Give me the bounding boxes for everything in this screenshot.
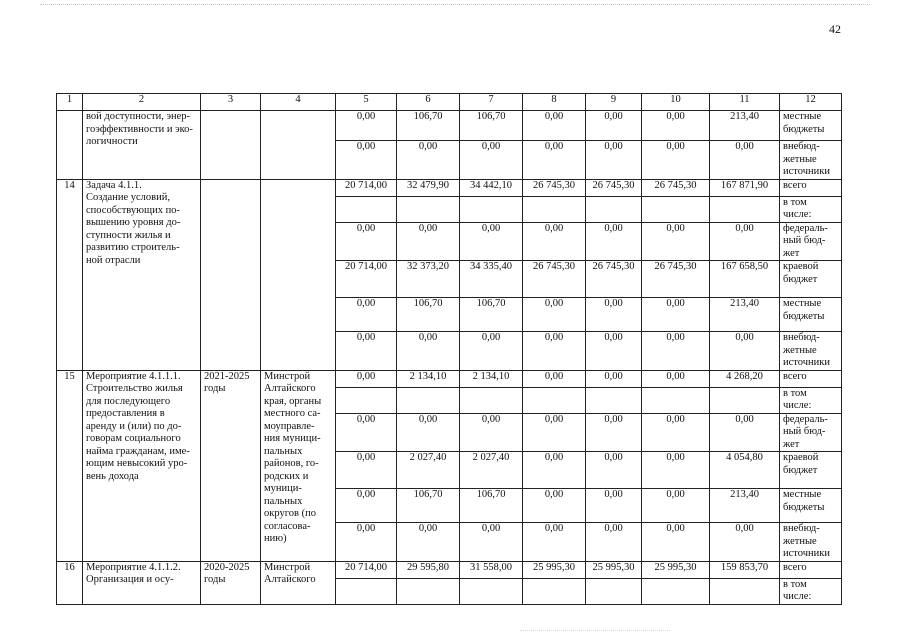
row-number: 15: [57, 370, 83, 561]
amount-cell: [642, 387, 710, 413]
amount-cell: 0,00: [586, 413, 642, 452]
col-header: 3: [201, 94, 261, 111]
source-cell: всего: [780, 370, 842, 387]
amount-cell: 0,00: [710, 413, 780, 452]
amount-cell: 0,00: [460, 141, 523, 180]
amount-cell: 25 995,30: [642, 561, 710, 578]
source-cell: местные бюджеты: [780, 489, 842, 523]
amount-cell: 34 442,10: [460, 179, 523, 196]
amount-cell: 2 134,10: [460, 370, 523, 387]
amount-cell: 167 871,90: [710, 179, 780, 196]
amount-cell: [523, 578, 586, 604]
col-header: 5: [336, 94, 397, 111]
amount-cell: 106,70: [397, 111, 460, 141]
source-cell: внебюд- жетные источники: [780, 523, 842, 562]
amount-cell: 213,40: [710, 298, 780, 332]
col-header: 6: [397, 94, 460, 111]
executor-cell: Минстрой Алтайского: [261, 561, 336, 604]
col-header: 7: [460, 94, 523, 111]
column-header-row: [57, 94, 842, 111]
executor-cell: Минстрой Алтайского края, органы местного са- моуправле- ния муници- пальных районов, го- родских и муници- пальных округов (по согласова- нию): [261, 370, 336, 561]
row-name: Мероприятие 4.1.1.1. Строительство жилья для последующего предоставления в аренду и (или) по до- говорам социального найма гражданам, име- ющим невысокий уро- вень дохода: [83, 370, 201, 561]
source-cell: в том числе:: [780, 387, 842, 413]
amount-cell: [586, 578, 642, 604]
amount-cell: [586, 387, 642, 413]
amount-cell: 29 595,80: [397, 561, 460, 578]
amount-cell: 0,00: [523, 298, 586, 332]
amount-cell: 0,00: [586, 523, 642, 562]
amount-cell: 0,00: [336, 370, 397, 387]
col-header: 1: [57, 94, 83, 111]
amount-cell: 0,00: [523, 332, 586, 371]
amount-cell: 32 479,90: [397, 179, 460, 196]
amount-cell: 0,00: [642, 141, 710, 180]
period-cell: 2021-2025 годы: [201, 370, 261, 561]
source-cell: краевой бюджет: [780, 452, 842, 489]
amount-cell: 0,00: [336, 413, 397, 452]
amount-cell: 32 373,20: [397, 261, 460, 298]
row-name: Задача 4.1.1. Создание условий, способствующих по- вышению уровня до- ступности жилья и развитию строитель- ной отрасли: [83, 179, 201, 370]
amount-cell: 0,00: [523, 523, 586, 562]
amount-cell: 167 658,50: [710, 261, 780, 298]
amount-cell: 0,00: [397, 141, 460, 180]
source-cell: внебюд- жетные источники: [780, 332, 842, 371]
col-header: 4: [261, 94, 336, 111]
amount-cell: [586, 196, 642, 222]
col-header: 9: [586, 94, 642, 111]
amount-cell: 20 714,00: [336, 561, 397, 578]
row-number: 14: [57, 179, 83, 370]
source-cell: федераль- ный бюд- жет: [780, 413, 842, 452]
amount-cell: [336, 387, 397, 413]
amount-cell: 0,00: [397, 523, 460, 562]
source-cell: местные бюджеты: [780, 298, 842, 332]
amount-cell: 0,00: [586, 332, 642, 371]
period-cell: [201, 179, 261, 370]
executor-cell: [261, 179, 336, 370]
table-row: [57, 370, 842, 387]
amount-cell: [336, 196, 397, 222]
amount-cell: 0,00: [460, 413, 523, 452]
amount-cell: 4 268,20: [710, 370, 780, 387]
amount-cell: 0,00: [523, 222, 586, 261]
scan-bottom-mark: [520, 630, 670, 631]
col-header: 2: [83, 94, 201, 111]
amount-cell: 0,00: [586, 370, 642, 387]
table-row: [57, 561, 842, 578]
amount-cell: 0,00: [397, 222, 460, 261]
amount-cell: [397, 578, 460, 604]
amount-cell: 0,00: [586, 141, 642, 180]
source-cell: в том числе:: [780, 578, 842, 604]
amount-cell: 0,00: [642, 452, 710, 489]
amount-cell: 34 335,40: [460, 261, 523, 298]
amount-cell: 0,00: [336, 111, 397, 141]
amount-cell: [460, 578, 523, 604]
amount-cell: 0,00: [397, 332, 460, 371]
amount-cell: 0,00: [523, 413, 586, 452]
amount-cell: 106,70: [460, 298, 523, 332]
table-row: [57, 111, 842, 141]
col-header: 10: [642, 94, 710, 111]
row-name: вой доступности, энер- гоэффективности и эко- логичности: [83, 111, 201, 180]
amount-cell: 0,00: [642, 489, 710, 523]
amount-cell: 213,40: [710, 489, 780, 523]
amount-cell: 0,00: [523, 141, 586, 180]
amount-cell: 0,00: [397, 413, 460, 452]
source-cell: всего: [780, 561, 842, 578]
amount-cell: 0,00: [710, 141, 780, 180]
amount-cell: [523, 196, 586, 222]
amount-cell: [710, 196, 780, 222]
amount-cell: 26 745,30: [642, 179, 710, 196]
amount-cell: [642, 196, 710, 222]
amount-cell: [710, 578, 780, 604]
amount-cell: 2 027,40: [397, 452, 460, 489]
amount-cell: 25 995,30: [586, 561, 642, 578]
amount-cell: [523, 387, 586, 413]
source-cell: всего: [780, 179, 842, 196]
amount-cell: [397, 387, 460, 413]
amount-cell: 0,00: [710, 332, 780, 371]
amount-cell: 25 995,30: [523, 561, 586, 578]
amount-cell: 0,00: [523, 489, 586, 523]
period-cell: [201, 111, 261, 180]
amount-cell: 26 745,30: [642, 261, 710, 298]
amount-cell: 0,00: [642, 298, 710, 332]
amount-cell: [642, 578, 710, 604]
source-cell: внебюд- жетные источники: [780, 141, 842, 180]
table-row: [57, 179, 842, 196]
amount-cell: 0,00: [460, 523, 523, 562]
amount-cell: 0,00: [710, 222, 780, 261]
amount-cell: 0,00: [336, 452, 397, 489]
amount-cell: 0,00: [642, 111, 710, 141]
amount-cell: 0,00: [642, 523, 710, 562]
amount-cell: 0,00: [586, 452, 642, 489]
amount-cell: 31 558,00: [460, 561, 523, 578]
amount-cell: 106,70: [460, 489, 523, 523]
amount-cell: [336, 578, 397, 604]
amount-cell: 213,40: [710, 111, 780, 141]
amount-cell: 4 054,80: [710, 452, 780, 489]
source-cell: федераль- ный бюд- жет: [780, 222, 842, 261]
amount-cell: 0,00: [523, 111, 586, 141]
amount-cell: 106,70: [397, 489, 460, 523]
amount-cell: 2 134,10: [397, 370, 460, 387]
amount-cell: 0,00: [642, 413, 710, 452]
amount-cell: 0,00: [336, 141, 397, 180]
amount-cell: 0,00: [336, 332, 397, 371]
amount-cell: 159 853,70: [710, 561, 780, 578]
amount-cell: 0,00: [523, 370, 586, 387]
period-cell: 2020-2025 годы: [201, 561, 261, 604]
amount-cell: 0,00: [336, 523, 397, 562]
amount-cell: 106,70: [397, 298, 460, 332]
amount-cell: 26 745,30: [586, 261, 642, 298]
col-header: 8: [523, 94, 586, 111]
amount-cell: 0,00: [642, 222, 710, 261]
page-number: 42: [829, 22, 841, 36]
amount-cell: 20 714,00: [336, 179, 397, 196]
amount-cell: 0,00: [642, 370, 710, 387]
amount-cell: 26 745,30: [523, 261, 586, 298]
amount-cell: [397, 196, 460, 222]
source-cell: местные бюджеты: [780, 111, 842, 141]
row-name: Мероприятие 4.1.1.2. Организация и осу-: [83, 561, 201, 604]
amount-cell: 26 745,30: [586, 179, 642, 196]
amount-cell: 0,00: [336, 489, 397, 523]
row-number: 16: [57, 561, 83, 604]
amount-cell: 2 027,40: [460, 452, 523, 489]
amount-cell: 20 714,00: [336, 261, 397, 298]
amount-cell: 0,00: [336, 222, 397, 261]
scan-top-line: [40, 4, 870, 5]
amount-cell: [710, 387, 780, 413]
amount-cell: 26 745,30: [523, 179, 586, 196]
budget-table: [56, 93, 842, 605]
amount-cell: 0,00: [523, 452, 586, 489]
amount-cell: 0,00: [460, 222, 523, 261]
amount-cell: 0,00: [586, 298, 642, 332]
amount-cell: 0,00: [460, 332, 523, 371]
row-number: [57, 111, 83, 180]
amount-cell: 0,00: [710, 523, 780, 562]
source-cell: в том числе:: [780, 196, 842, 222]
source-cell: краевой бюджет: [780, 261, 842, 298]
executor-cell: [261, 111, 336, 180]
amount-cell: 0,00: [586, 489, 642, 523]
amount-cell: [460, 196, 523, 222]
col-header: 11: [710, 94, 780, 111]
amount-cell: 106,70: [460, 111, 523, 141]
amount-cell: [460, 387, 523, 413]
col-header: 12: [780, 94, 842, 111]
amount-cell: 0,00: [586, 111, 642, 141]
amount-cell: 0,00: [336, 298, 397, 332]
amount-cell: 0,00: [642, 332, 710, 371]
amount-cell: 0,00: [586, 222, 642, 261]
